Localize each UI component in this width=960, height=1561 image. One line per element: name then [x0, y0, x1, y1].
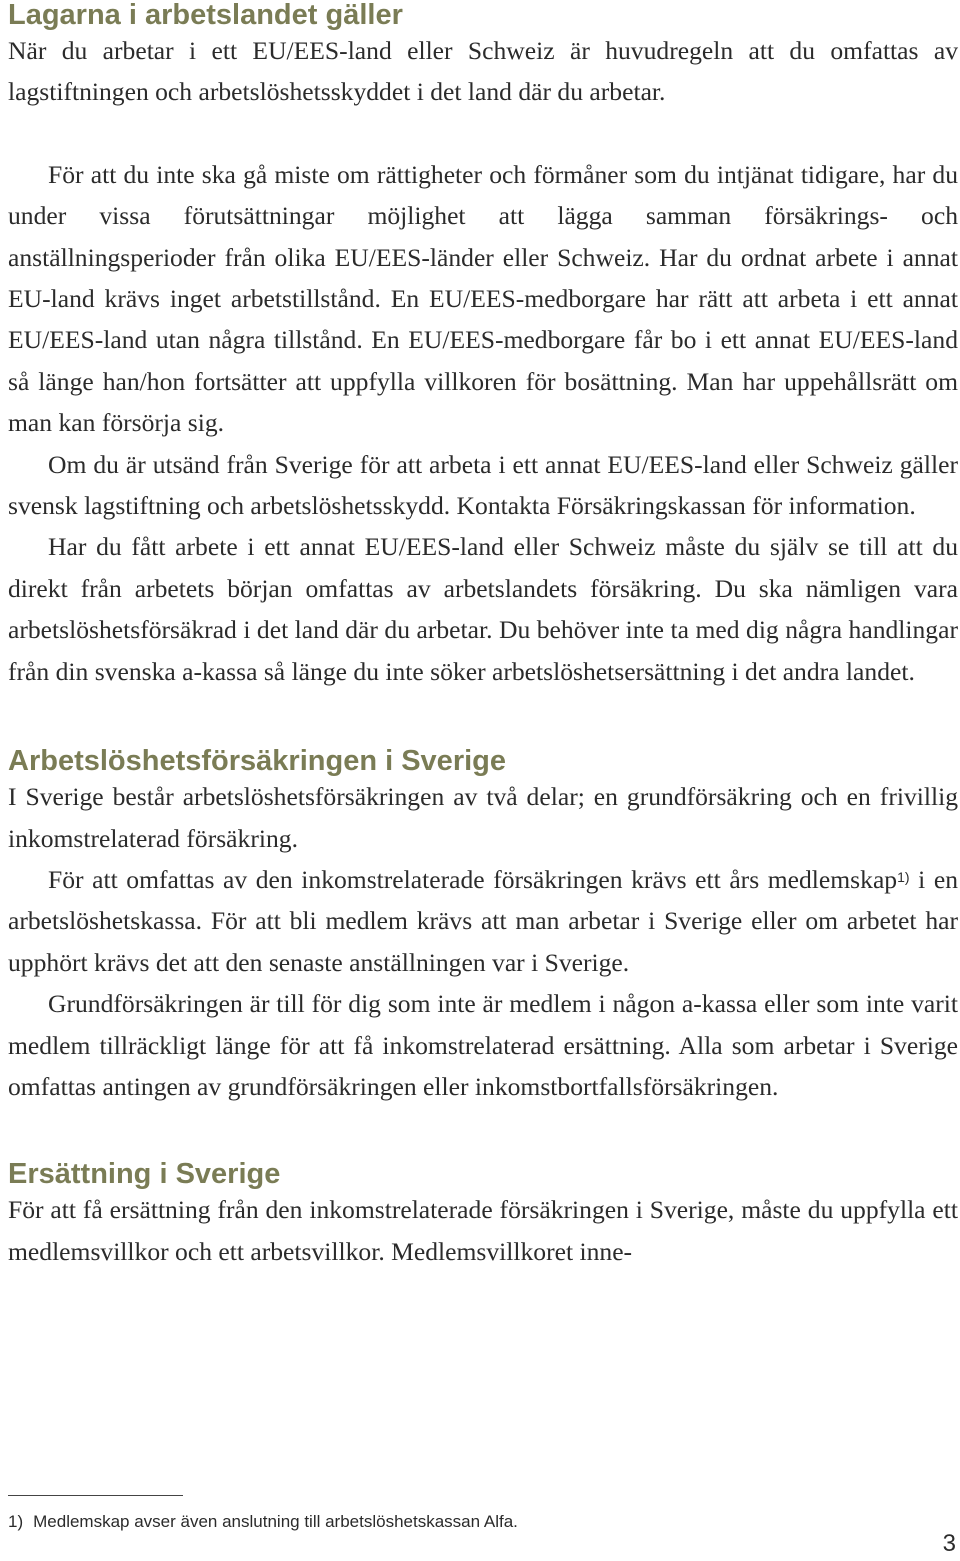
paragraph: Om du är utsänd från Sverige för att arbeta i ett annat EU/EES-land eller Schweiz gäller svensk lagstiftning och arbetslöshetsskydd. Kontakta Försäkringskassan för information. [8, 449, 958, 521]
footnote-text: Medlemskap avser även anslutning till arbetslöshetskassan Alfa. [33, 1512, 518, 1531]
document-page [8, 0, 958, 1272]
paragraph: För att få ersättning från den inkomstrelaterade försäkringen i Sverige, måste du uppfylla ett medlemsvillkor och ett arbetsvillkor. Medlemsvillkoret inne- [8, 1195, 958, 1266]
paragraph: Grundförsäkringen är till för dig som inte är medlem i någon a-kassa eller som inte varit medlem tillräckligt länge för att få inkomstrelaterad ersättning. Alla som arbetar i Sverige omfattas antingen av grundförsäkringen eller inkomstbortfallsförsäkringen. [8, 989, 958, 1101]
footnote [8, 1512, 518, 1532]
footnote-number: 1) [8, 1512, 24, 1531]
paragraph: För att du inte ska gå miste om rättigheter och förmåner som du intjänat tidigare, har du under vissa förutsättningar möjlighet att lägga samman försäkrings- och anställningsperioder från olika EU/EES-länder eller Schweiz. Har du ordnat arbete i annat EU-land krävs inget arbetstillstånd. En EU/EES-medborgare har rätt att arbeta i ett annat EU/EES-land utan några tillstånd. En EU/EES-medborgare får bo i ett annat EU/EES-land så länge han/hon fortsätter att uppfylla villkoren för bosättning. Man har uppehållsrätt om man kan försörja sig. [8, 159, 958, 438]
paragraph: I Sverige består arbetslöshetsförsäkringen av två delar; en grundförsäkring och en frivillig inkomstrelaterad försäkring. [8, 782, 958, 853]
paragraph-text: i en arbetslöshetskassa. För att bli medlem krävs att man arbetar i Sverige eller om arbetet har upphört krävs det att den senaste anställningen var i Sverige. [8, 864, 958, 977]
paragraph [8, 859, 958, 983]
section-heading-compensation: Ersättning i Sverige [8, 1158, 281, 1191]
footnote-divider [8, 1495, 183, 1496]
page-number: 3 [942, 1530, 956, 1557]
paragraph-text: För att omfattas av den inkomstrelaterade försäkringen krävs ett års medlemskap [48, 864, 898, 894]
paragraph: När du arbetar i ett EU/EES-land eller Schweiz är huvudregeln att du omfattas av lagstiftningen och arbetslöshetsskyddet i det land där du arbetar. [8, 36, 958, 107]
section-heading-laws: Lagarna i arbetslandet gäller [8, 0, 403, 31]
paragraph: Har du fått arbete i ett annat EU/EES-land eller Schweiz måste du själv se till att du direkt från arbetets början omfattas av arbetslandets försäkring. Du ska nämligen vara arbetslöshetsförsäkrad i det land där du arbetar. Du behöver inte ta med dig några handlingar från din svenska a-kassa så länge du inte söker arbetslöshetsersättning i det andra landet. [8, 532, 958, 686]
section-heading-unemployment-insurance: Arbetslöshetsförsäkringen i Sverige [8, 745, 506, 778]
footnote-reference: 1) [897, 868, 910, 885]
